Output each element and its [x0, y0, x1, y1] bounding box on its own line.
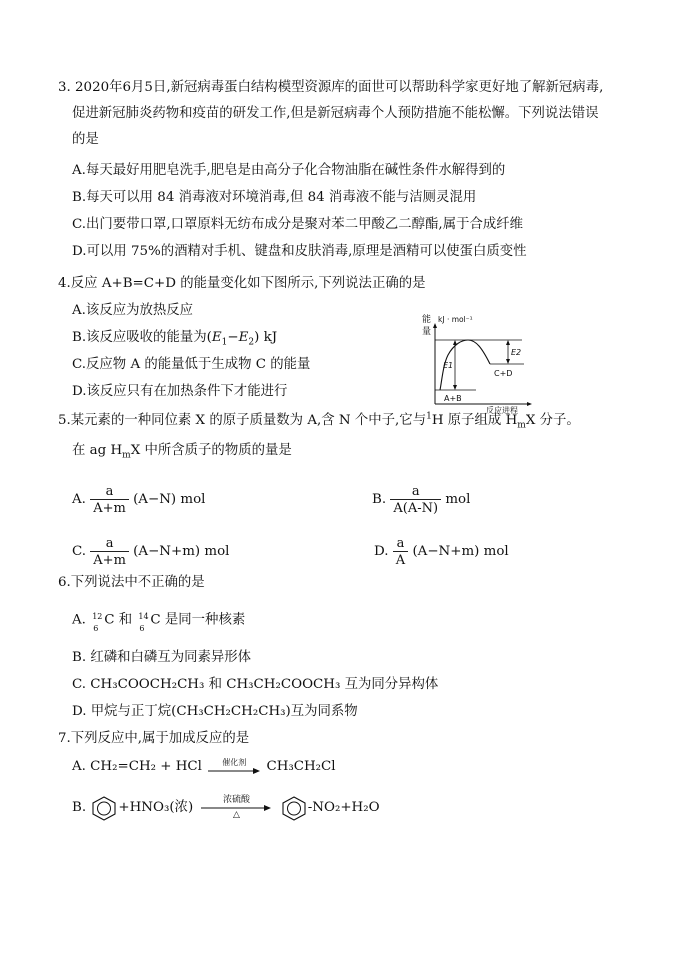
q5-option-a: A. $\frac{a}{A+m}$ (A−N) mol — [72, 483, 206, 516]
q5-option-c: C. $\frac{a}{A+m}$ (A−N+m) mol — [72, 535, 230, 568]
q6-option-a: A. 12 6 C 和 14 6 C 是同一种核素 — [72, 612, 246, 633]
q5-option-b: B. $\frac{a}{A(A-N)}$ mol — [372, 483, 471, 516]
q3-option-c: C.出门要带口罩,口罩原料无纺布成分是聚对苯二甲酸乙二醇酯,属于合成纤维 — [72, 217, 524, 232]
q6-option-d: D. 甲烷与正丁烷(CH₃CH₂CH₂CH₃)互为同系物 — [72, 704, 358, 719]
diagram-product-label: C+D — [494, 369, 513, 378]
reaction-arrow: 浓硫酸 △ — [201, 796, 271, 820]
q3-stem-line1: 3. 2020年6月5日,新冠病毒蛋白结构模型资源库的面世可以帮助科学家更好地了解新冠病毒, — [58, 80, 604, 95]
diagram-y-title-2: 量 — [422, 327, 432, 337]
benzene-ring-icon — [90, 795, 118, 821]
q5-stem-line2: 在 ag $H_mX$ 中所含质子的物质的量是 — [72, 443, 292, 461]
diagram-y-title-1: 能 — [422, 315, 432, 325]
q7-option-b: B. +HNO₃(浓) 浓硫酸 △ -NO₂+H₂O — [72, 794, 380, 820]
q4-option-a: A.该反应为放热反应 — [72, 303, 194, 318]
q5-option-d: D. $\frac{a}{A}$ (A−N+m) mol — [374, 535, 509, 568]
q3-option-a: A.每天最好用肥皂洗手,肥皂是由高分子化合物油脂在碱性条件水解得到的 — [72, 163, 506, 178]
q6-stem: 6.下列说法中不正确的是 — [58, 575, 205, 590]
q4-option-c: C.反应物 A 的能量低于生成物 C 的能量 — [72, 357, 311, 372]
diagram-reactant-label: A+B — [444, 394, 462, 403]
q5-stem-line1: 5.某元素的一种同位素 X 的原子质量数为 A,含 N 个中子,它与$^1$H 原子组成 $H_mX$ 分子。 — [58, 411, 580, 431]
q4-stem: 4.反应 A+B=C+D 的能量变化如下图所示,下列说法正确的是 — [58, 276, 426, 291]
catalyst-arrow: 催化剂 — [208, 758, 260, 775]
q6-option-b: B. 红磷和白磷互为同素异形体 — [72, 650, 252, 665]
energy-diagram — [418, 310, 538, 414]
diagram-e2: E2 — [511, 348, 522, 357]
q6-option-c: C. CH₃COOCH₂CH₃ 和 CH₃CH₂COOCH₃ 互为同分异构体 — [72, 677, 439, 692]
diagram-x-title: 反应进程 — [486, 406, 518, 414]
q4-option-d: D.该反应只有在加热条件下才能进行 — [72, 384, 288, 399]
diagram-e1: E1 — [443, 361, 454, 370]
q4-option-b: B.该反应吸收的能量为$(E_1-E_2)$ kJ — [72, 330, 278, 348]
q7-stem: 7.下列反应中,属于加成反应的是 — [58, 731, 250, 746]
q3-option-d: D.可以用 75%的酒精对手机、键盘和皮肤消毒,原理是酒精可以使蛋白质变性 — [72, 244, 527, 259]
benzene-ring-icon — [280, 795, 308, 821]
diagram-unit: kJ · mol⁻¹ — [438, 315, 473, 324]
q3-option-b: B.每天可以用 84 消毒液对环境消毒,但 84 消毒液不能与洁厕灵混用 — [72, 190, 477, 205]
q7-option-a: A. CH₂=CH₂ + HCl 催化剂 CH₃CH₂Cl — [72, 758, 336, 774]
q3-stem-line2: 促进新冠肺炎药物和疫苗的研发工作,但是新冠病毒个人预防措施不能松懈。下列说法错误 — [72, 106, 599, 121]
q3-stem-line3: 的是 — [72, 132, 99, 147]
